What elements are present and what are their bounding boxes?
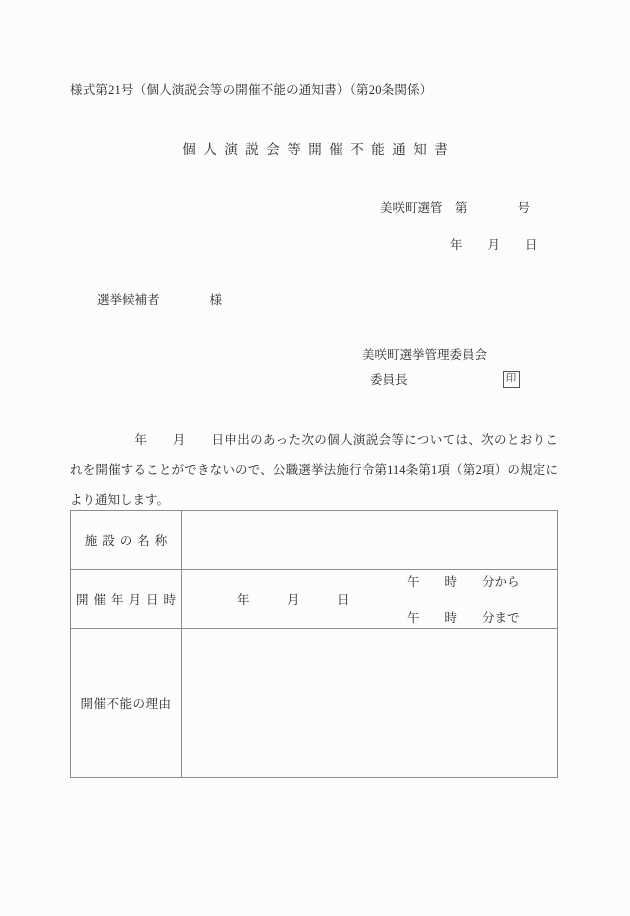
row-value-reason[interactable] (182, 629, 558, 778)
table-row (71, 511, 558, 570)
row-label-event-datetime: 開催年月日時 (71, 570, 182, 629)
document-date-line: 年 月 日 (450, 238, 538, 252)
event-time-from[interactable]: 午 時 分から (407, 575, 520, 589)
seal-stamp-icon: 印 (503, 371, 520, 388)
issuer-block (362, 345, 520, 388)
row-value-facility-name[interactable] (182, 511, 558, 570)
issuer-chief-row (362, 370, 520, 388)
row-label-reason: 開催不能の理由 (71, 629, 182, 778)
event-time-range (407, 570, 520, 628)
table-row (71, 629, 558, 778)
facility-name-input-area[interactable] (182, 511, 557, 569)
reason-input-area[interactable] (182, 629, 557, 777)
event-time-to[interactable]: 午 時 分まで (407, 611, 520, 625)
body-paragraph (70, 425, 558, 515)
details-table (70, 510, 558, 778)
row-value-event-datetime[interactable] (182, 570, 558, 629)
issuer-organization: 美咲町選挙管理委員会 (362, 348, 488, 362)
event-date-blank[interactable]: 年 月 日 (237, 593, 350, 607)
form-number-header: 様式第21号（個人演説会等の開催不能の通知書）（第20条関係） (70, 83, 433, 97)
issuer-chief-title: 委員長 (370, 373, 408, 387)
page-title: 個人演説会等開催不能通知書 (182, 142, 456, 157)
document-number-line: 美咲町選管 第 号 (380, 201, 531, 215)
body-paragraph-text: 申出のあった次の個人演説会等については、次のとおりこれを開催することができないので、公職選挙法施行令第114条第1項（第2項）の規定により通知します。 (70, 433, 558, 507)
row-label-facility-name: 施設の名称 (71, 511, 182, 570)
table-row (71, 570, 558, 629)
body-date-blank: 年 月 日 (134, 433, 225, 447)
event-datetime-fields (182, 570, 557, 628)
addressee-line: 選挙候補者 様 (97, 293, 223, 307)
